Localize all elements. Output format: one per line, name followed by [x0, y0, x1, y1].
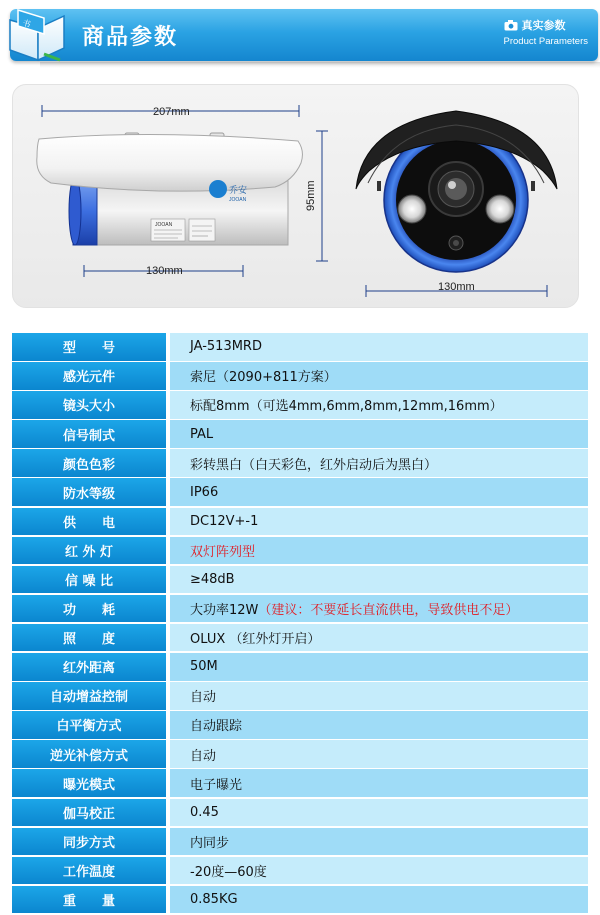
spec-row — [12, 828, 588, 856]
spec-key: 信 噪 比 — [12, 566, 166, 594]
spec-row — [12, 711, 588, 739]
product-image-box — [12, 84, 579, 308]
page-title: 商品参数 — [82, 25, 179, 50]
spec-value-cell — [170, 624, 588, 652]
spec-key: 颜色色彩 — [12, 449, 166, 477]
spec-key: 同步方式 — [12, 828, 166, 856]
height-dimension — [316, 131, 328, 261]
spec-value-cell — [170, 449, 588, 477]
spec-value-cell — [170, 595, 588, 623]
spec-key: 重 量 — [12, 886, 166, 914]
spec-value: 电子曝光 — [190, 777, 243, 793]
spec-value-cell — [170, 537, 588, 565]
spec-value-cell — [170, 478, 588, 506]
spec-value: 自动 — [190, 690, 217, 706]
spec-key: 白平衡方式 — [12, 711, 166, 739]
spec-key: 自动增益控制 — [12, 682, 166, 710]
spec-value: 自动 — [190, 748, 217, 764]
spec-row — [12, 333, 588, 361]
spec-row — [12, 566, 588, 594]
spec-table — [12, 333, 588, 915]
spec-value: 标配8mm（可选4mm,6mm,8mm,12mm,16mm） — [190, 399, 503, 415]
spec-key: 红外距离 — [12, 653, 166, 681]
spec-value: OLUX （红外灯开启） — [190, 632, 321, 648]
spec-key: 照 度 — [12, 624, 166, 652]
spec-row — [12, 769, 588, 797]
spec-key: 功 耗 — [12, 595, 166, 623]
spec-value-cell — [170, 682, 588, 710]
spec-key: 红 外 灯 — [12, 537, 166, 565]
spec-row — [12, 624, 588, 652]
spec-key: 工作温度 — [12, 857, 166, 885]
spec-row — [12, 799, 588, 827]
spec-value: IP66 — [190, 484, 219, 500]
spec-value: 彩转黑白（白天彩色，红外启动后为黑白） — [190, 457, 438, 473]
spec-value: 0.45 — [190, 804, 219, 820]
spec-row — [12, 653, 588, 681]
spec-value-cell — [170, 566, 588, 594]
side-logo-sub: JOOAN — [229, 197, 247, 203]
spec-value-cell — [170, 333, 588, 361]
spec-row — [12, 740, 588, 768]
spec-row — [12, 420, 588, 448]
spec-row — [12, 362, 588, 390]
svg-text:书: 书 — [21, 18, 32, 30]
spec-key: 防水等级 — [12, 478, 166, 506]
spec-value-cell — [170, 740, 588, 768]
spec-value: ≥48dB — [190, 572, 235, 587]
spec-value-cell — [170, 391, 588, 419]
spec-note: （建议：不要延长直流供电，导致供电不足） — [258, 603, 519, 619]
spec-value: 内同步 — [190, 835, 230, 851]
spec-value-cell — [170, 508, 588, 536]
spec-value-cell — [170, 420, 588, 448]
front-width-label: 130mm — [438, 281, 475, 293]
spec-row — [12, 449, 588, 477]
spec-value-cell — [170, 828, 588, 856]
spec-value: 0.85KG — [190, 892, 238, 908]
side-sticker-text: JOOAN — [155, 222, 173, 228]
spec-row — [12, 857, 588, 885]
spec-value: 自动跟踪 — [190, 719, 243, 735]
spec-row — [12, 682, 588, 710]
subtitle-en: Product Parameters — [503, 36, 588, 47]
spec-value: 50M — [190, 659, 218, 675]
book-icon — [4, 4, 70, 64]
subtitle-cn: 真实参数 — [521, 19, 566, 32]
spec-key: 感光元件 — [12, 362, 166, 390]
spec-key: 信号制式 — [12, 420, 166, 448]
spec-value-cell — [170, 711, 588, 739]
spec-value: 大功率12W — [190, 603, 259, 619]
camera-side-view — [37, 133, 303, 245]
spec-value-cell — [170, 769, 588, 797]
spec-value-cell — [170, 653, 588, 681]
base-label: 130mm — [146, 265, 183, 277]
spec-row — [12, 391, 588, 419]
spec-value: 双灯阵列型 — [190, 544, 256, 560]
spec-value-cell — [170, 799, 588, 827]
spec-row — [12, 595, 588, 623]
spec-key: 镜头大小 — [12, 391, 166, 419]
side-logo-text: 乔安 — [229, 186, 248, 196]
spec-value-cell — [170, 857, 588, 885]
spec-key: 型 号 — [12, 333, 166, 361]
dimension-drawings — [13, 85, 580, 309]
spec-key: 伽马校正 — [12, 799, 166, 827]
spec-value: DC12V+-1 — [190, 513, 259, 529]
spec-key: 逆光补偿方式 — [12, 740, 166, 768]
height-label: 95mm — [305, 180, 317, 211]
header-banner — [0, 0, 600, 76]
spec-key: 供 电 — [12, 508, 166, 536]
spec-row — [12, 508, 588, 536]
spec-value-cell — [170, 362, 588, 390]
spec-row — [12, 478, 588, 506]
spec-value: -20度—60度 — [190, 864, 267, 880]
spec-key: 曝光模式 — [12, 769, 166, 797]
banner-subtitle — [504, 17, 588, 47]
camera-icon — [504, 20, 518, 31]
spec-value: PAL — [190, 426, 214, 442]
length-label: 207mm — [153, 106, 190, 118]
spec-value-cell — [170, 886, 588, 914]
spec-value: JA-513MRD — [190, 339, 262, 355]
spec-value: 索尼（2090+811方案） — [190, 370, 337, 386]
spec-row — [12, 886, 588, 914]
camera-front-view — [356, 111, 557, 272]
spec-row — [12, 537, 588, 565]
